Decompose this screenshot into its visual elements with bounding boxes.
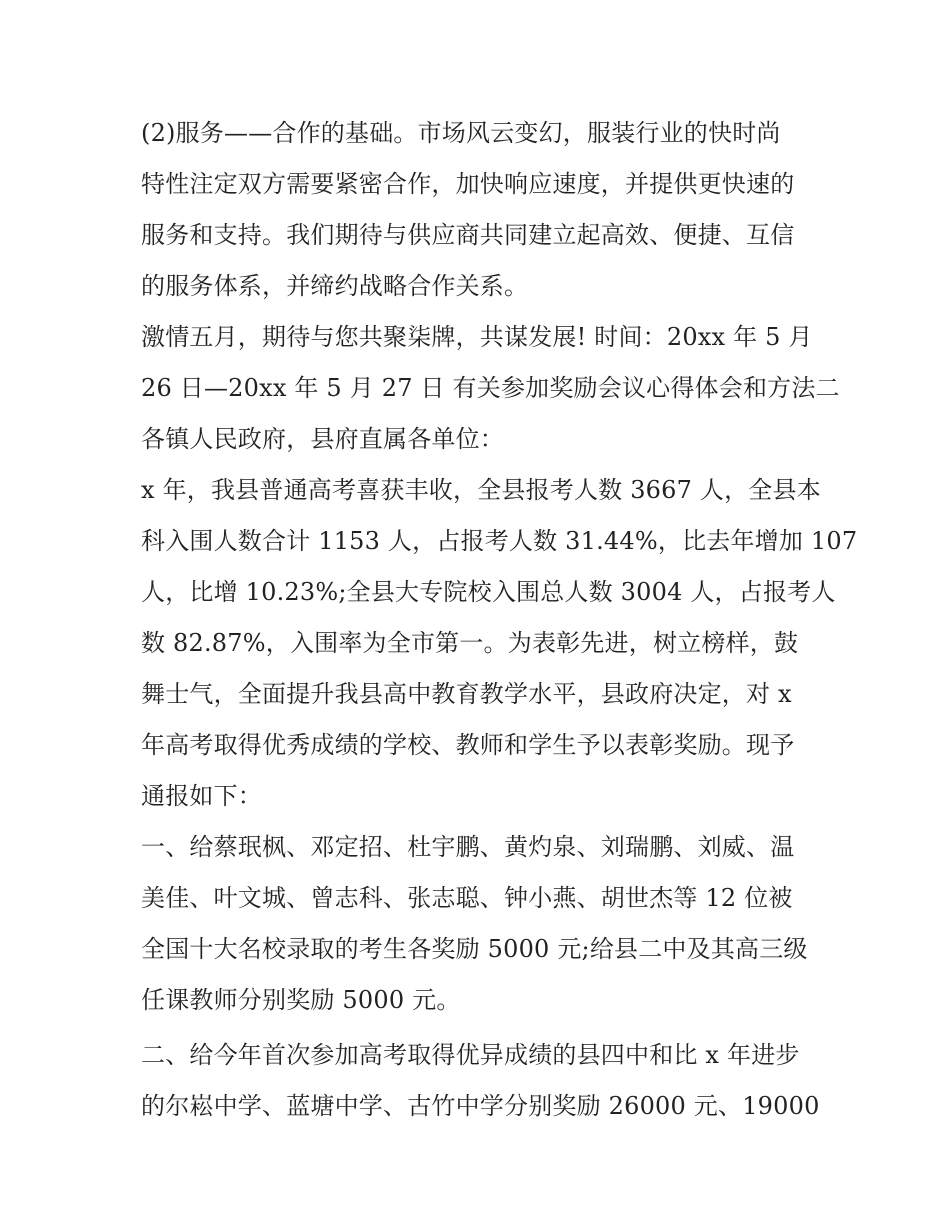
text-line: 的尔崧中学、蓝塘中学、古竹中学分别奖励 26000 元、19000	[141, 1092, 820, 1120]
text-line: 26 日—20xx 年 5 月 27 日 有关参加奖励会议心得体会和方法二	[141, 374, 840, 402]
text-line: 数 82.87%，入围率为全市第一。为表彰先进，树立榜样，鼓	[141, 629, 799, 657]
text-line: 二、给今年首次参加高考取得优异成绩的县四中和比 x 年进步	[141, 1041, 800, 1069]
text-line: 各镇人民政府，县府直属各单位：	[141, 425, 504, 453]
text-line: 服务和支持。我们期待与供应商共同建立起高效、便捷、互信	[141, 221, 795, 249]
text-line: 一、给蔡珉枫、邓定招、杜宇鹏、黄灼泉、刘瑞鹏、刘威、温	[141, 833, 795, 861]
text-line: 人，比增 10.23%;全县大专院校入围总人数 3004 人，占报考人	[141, 578, 836, 606]
text-line: 任课教师分别奖励 5000 元。	[141, 986, 461, 1014]
text-line: 激情五月，期待与您共聚柒牌，共谋发展! 时间：20xx 年 5 月	[141, 323, 813, 351]
text-line: 年高考取得优秀成绩的学校、教师和学生予以表彰奖励。现予	[141, 731, 795, 759]
text-line: 的服务体系，并缔约战略合作关系。	[141, 272, 529, 300]
document-body	[141, 108, 858, 1132]
text-line: 通报如下：	[141, 782, 262, 810]
text-line: 特性注定双方需要紧密合作，加快响应速度，并提供更快速的	[141, 170, 795, 198]
text-line: 全国十大名校录取的考生各奖励 5000 元;给县二中及其高三级	[141, 935, 808, 963]
text-line: 科入围人数合计 1153 人，占报考人数 31.44%，比去年增加 107	[141, 527, 858, 555]
text-line: (2)服务——合作的基础。市场风云变幻，服装行业的快时尚	[141, 119, 781, 147]
text-line: x 年，我县普通高考喜获丰收，全县报考人数 3667 人，全县本	[141, 476, 821, 504]
text-line: 美佳、叶文城、曾志科、张志聪、钟小燕、胡世杰等 12 位被	[141, 884, 793, 912]
text-line: 舞士气，全面提升我县高中教育教学水平，县政府决定，对 x	[141, 680, 792, 708]
